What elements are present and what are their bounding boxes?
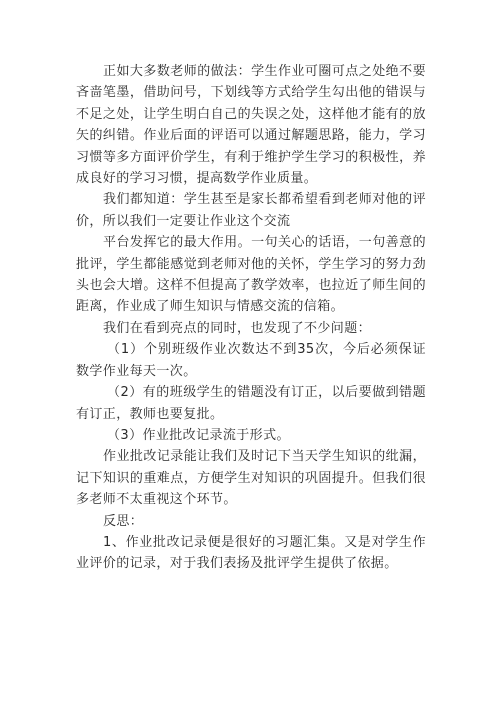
document-body	[76, 61, 426, 575]
paragraph-reflection-1: 1、作业批改记录便是很好的习题汇集。又是对学生作业评价的记录，对于我们表扬及批评学生提供了依据。	[76, 534, 426, 572]
list-item-problem-1: （1）个别班级作业次数达不到35次，今后必须保证数学作业每天一次。	[76, 342, 426, 379]
paragraph-correction-records: 作业批改记录能让我们及时记下当天学生知识的纰漏，记下知识的重难点，方便学生对知识的巩固提升。但我们很多老师不太重视这个环节。	[76, 449, 426, 508]
list-item-problem-2: （2）有的班级学生的错题没有订正，以后要做到错题有订正，教师也要复批。	[76, 385, 426, 422]
paragraph-teacher-practice: 正如大多数老师的做法：学生作业可圈可点之处绝不要吝啬笔墨，借助问号，下划线等方式给学生勾出他的错误与不足之处，让学生明白自己的失误之处，这样他才能有的放矢的纠错。作业后面的评语可以通过解题思路，能力，学习习惯等多方面评价学生，有利于维护学生学习的积极性，养成良好的学习习惯，提高数学作业质量。	[76, 64, 426, 187]
heading-reflection: 反思：	[103, 513, 144, 529]
paragraph-student-expectation: 我们都知道：学生甚至是家长都希望看到老师对他的评价，所以我们一定要让作业这个交流	[76, 192, 426, 229]
paragraph-communication-platform: 平台发挥它的最大作用。一句关心的话语，一句善意的批评，学生都能感觉到老师对他的关怀，学生学习的努力劲头也会大增。这样不但提高了教学效率，也拉近了师生间的距离，作业成了师生知识与情感交流的信箱。	[76, 235, 426, 315]
paragraph-problems-intro: 我们在看到亮点的同时，也发现了不少问题：	[103, 320, 372, 336]
list-item-problem-3: （3）作业批改记录流于形式。	[107, 427, 290, 443]
